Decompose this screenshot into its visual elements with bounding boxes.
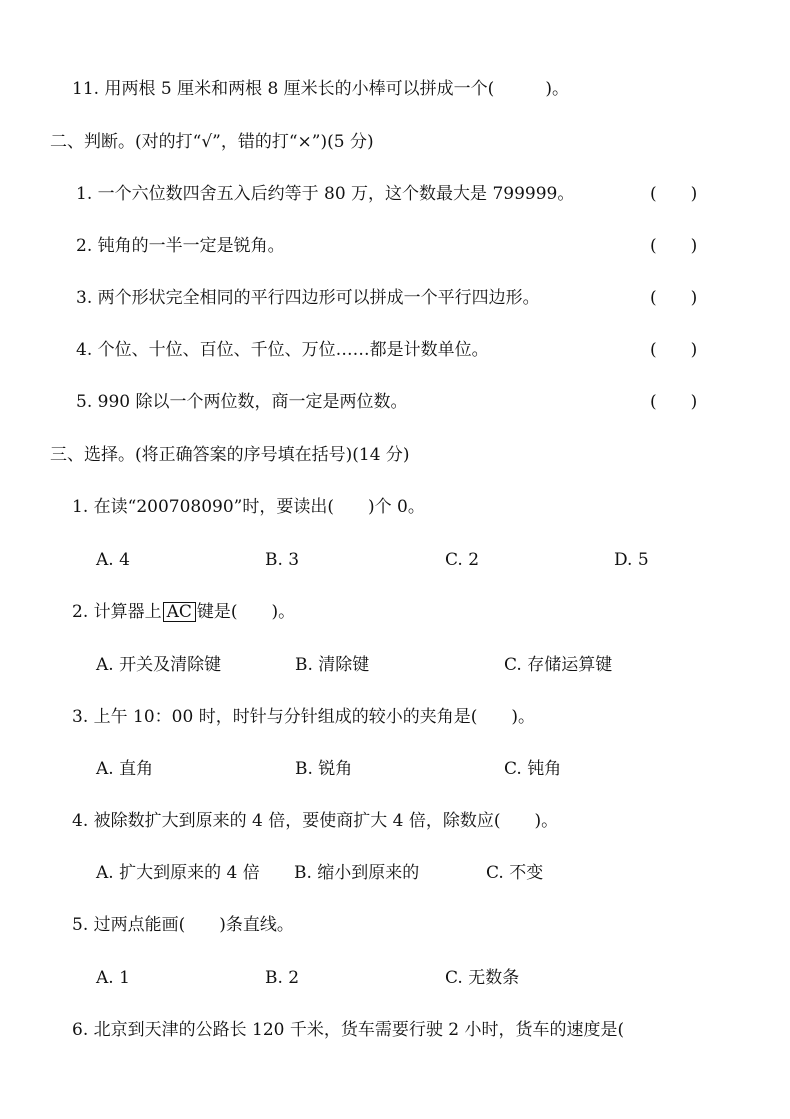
choice-question-3: 3. 上午 10：00 时，时针与分针组成的较小的夹角是( )。	[72, 707, 535, 727]
q4-option-a[interactable]: A. 扩大到原来的 4 倍	[96, 863, 260, 883]
choice-question-1: 1. 在读“200708090”时，要读出( )个 0。	[72, 497, 425, 517]
judge-paren-5[interactable]: ( )	[650, 392, 698, 412]
judge-paren-3[interactable]: ( )	[650, 288, 698, 308]
q1-option-d[interactable]: D. 5	[614, 550, 649, 570]
q3-option-c[interactable]: C. 钝角	[504, 759, 562, 779]
q2-option-a[interactable]: A. 开关及清除键	[96, 655, 222, 675]
q2-option-c[interactable]: C. 存储运算键	[504, 655, 613, 675]
q4-option-b[interactable]: B. 缩小到原来的	[294, 863, 420, 883]
ac-key-box: AC	[163, 602, 196, 622]
choice-question-2	[72, 601, 295, 623]
q5-option-a[interactable]: A. 1	[96, 968, 130, 988]
section-2-title: 二、判断。(对的打“√”，错的打“×”)(5 分)	[50, 132, 374, 152]
judge-paren-2[interactable]: ( )	[650, 236, 698, 256]
question-11: 11. 用两根 5 厘米和两根 8 厘米长的小棒可以拼成一个( )。	[72, 79, 569, 99]
judge-item-2: 2. 钝角的一半一定是锐角。	[76, 236, 285, 256]
judge-item-3: 3. 两个形状完全相同的平行四边形可以拼成一个平行四边形。	[76, 288, 540, 308]
choice-question-5: 5. 过两点能画( )条直线。	[72, 915, 294, 935]
section-3-title: 三、选择。(将正确答案的序号填在括号)(14 分)	[50, 445, 410, 465]
q2-suffix: 键是( )。	[196, 602, 296, 622]
q5-option-c[interactable]: C. 无数条	[445, 968, 520, 988]
q1-option-c[interactable]: C. 2	[445, 550, 480, 570]
judge-paren-1[interactable]: ( )	[650, 184, 698, 204]
q3-option-a[interactable]: A. 直角	[96, 759, 154, 779]
judge-paren-4[interactable]: ( )	[650, 340, 698, 360]
q1-option-a[interactable]: A. 4	[96, 550, 130, 570]
q2-option-b[interactable]: B. 清除键	[295, 655, 370, 675]
choice-question-6: 6. 北京到天津的公路长 120 千米，货车需要行驶 2 小时，货车的速度是(	[72, 1020, 625, 1040]
judge-item-4: 4. 个位、十位、百位、千位、万位……都是计数单位。	[76, 340, 489, 360]
q4-option-c[interactable]: C. 不变	[486, 863, 544, 883]
q5-option-b[interactable]: B. 2	[265, 968, 300, 988]
judge-item-5: 5. 990 除以一个两位数，商一定是两位数。	[76, 392, 408, 412]
q2-prefix: 2. 计算器上	[72, 602, 162, 622]
q3-option-b[interactable]: B. 锐角	[295, 759, 353, 779]
q1-option-b[interactable]: B. 3	[265, 550, 300, 570]
judge-item-1: 1. 一个六位数四舍五入后约等于 80 万，这个数最大是 799999。	[76, 184, 575, 204]
choice-question-4: 4. 被除数扩大到原来的 4 倍，要使商扩大 4 倍，除数应( )。	[72, 811, 559, 831]
